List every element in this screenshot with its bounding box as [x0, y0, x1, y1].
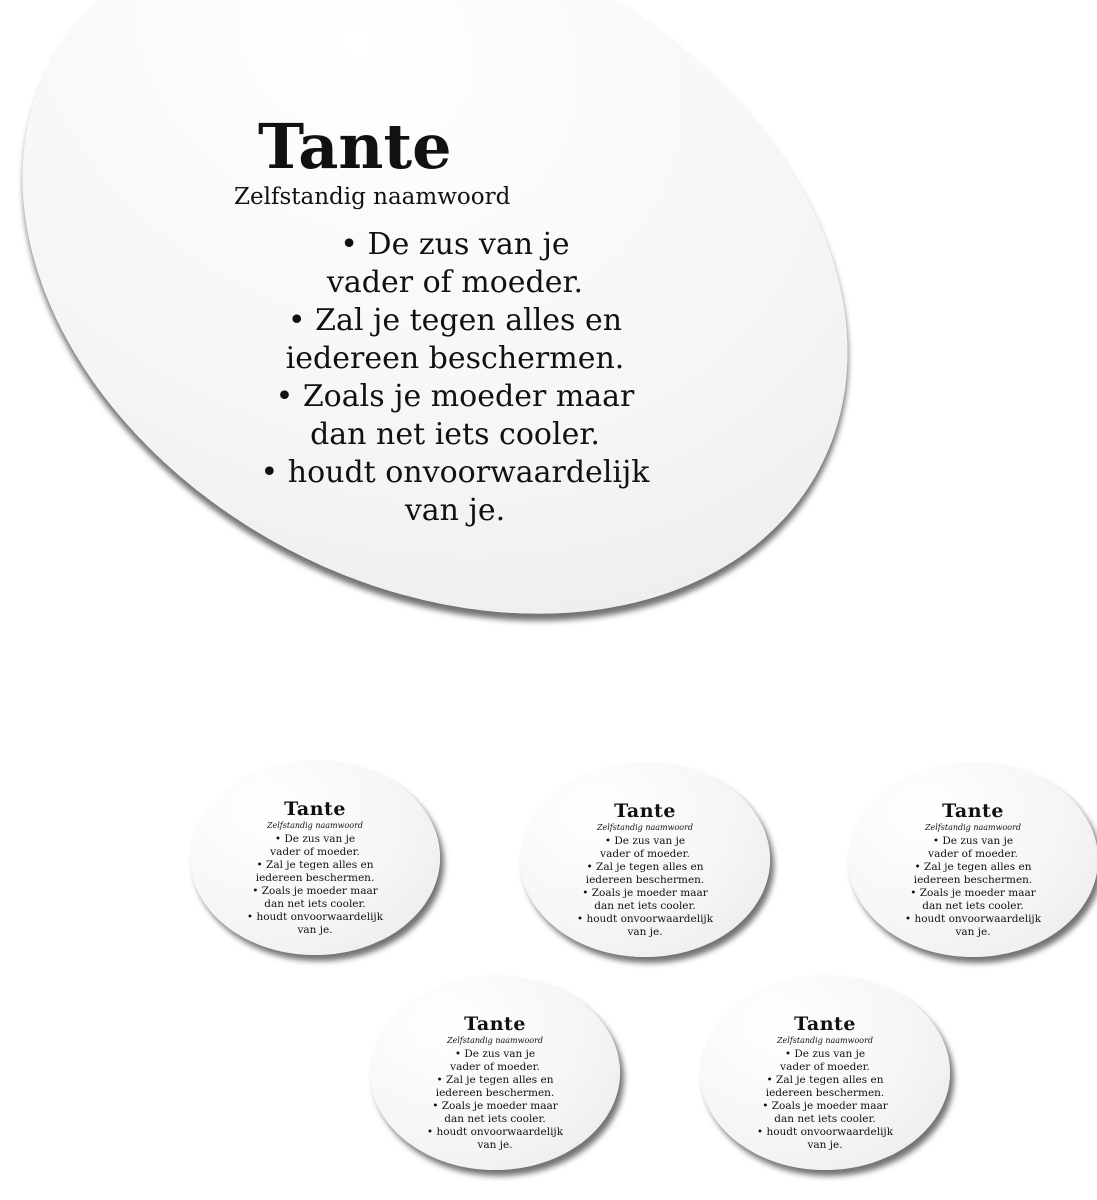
definition-line: van je. [807, 1139, 843, 1151]
definition-line: • De zus van je [784, 1048, 866, 1060]
definition-line: • houdt onvoorwaardelijk [756, 1126, 894, 1138]
definition-line: dan net iets cooler. [444, 1113, 546, 1125]
coaster-title: Tante [794, 1013, 856, 1035]
coaster-subtitle: Zelfstandig naamwoord [776, 1036, 874, 1045]
coaster-subtitle: Zelfstandig naamwoord [446, 1036, 544, 1045]
definition-line: • Zoals je moeder maar [252, 885, 378, 897]
coaster-title: Tante [258, 110, 452, 183]
definition-line: vader of moeder. [928, 848, 1018, 860]
definition-line: • houdt onvoorwaardelijk [904, 913, 1042, 925]
definition-line: • De zus van je [932, 835, 1014, 847]
definition-line: vader of moeder. [450, 1061, 540, 1073]
definition-line: • houdt onvoorwaardelijk [426, 1126, 564, 1138]
coaster-subtitle: Zelfstandig naamwoord [234, 184, 511, 210]
definition-line: dan net iets cooler. [922, 900, 1024, 912]
definition-line: • Zoals je moeder maar [275, 379, 635, 414]
definition-line: iedereen beschermen. [435, 1087, 555, 1099]
definition-line: dan net iets cooler. [264, 898, 366, 910]
definition-line: van je. [627, 926, 663, 938]
definition-line: • Zoals je moeder maar [910, 887, 1036, 899]
small-coaster-3 [848, 762, 1097, 957]
definition-line: • De zus van je [604, 835, 686, 847]
definition-line: • Zoals je moeder maar [582, 887, 708, 899]
coaster-title: Tante [284, 798, 346, 820]
definition-line: dan net iets cooler. [310, 417, 600, 452]
small-coaster-2 [520, 762, 770, 957]
large-coaster-text [220, 112, 780, 530]
definition-line: dan net iets cooler. [774, 1113, 876, 1125]
definition-line: iedereen beschermen. [255, 872, 375, 884]
definition-line: • De zus van je [340, 227, 570, 262]
definition-line: • Zal je tegen alles en [914, 861, 1032, 873]
definition-line: dan net iets cooler. [594, 900, 696, 912]
definition-line: • Zal je tegen alles en [586, 861, 704, 873]
small-coaster-1 [190, 760, 440, 955]
definition-line: vader of moeder. [270, 846, 360, 858]
definition-line: • houdt onvoorwaardelijk [576, 913, 714, 925]
definition-line: iedereen beschermen. [913, 874, 1033, 886]
definition-line: • Zal je tegen alles en [436, 1074, 554, 1086]
definition-line: • Zal je tegen alles en [766, 1074, 884, 1086]
definition-line: • Zoals je moeder maar [432, 1100, 558, 1112]
small-coaster-4 [370, 975, 620, 1170]
definition-line: vader of moeder. [780, 1061, 870, 1073]
small-coaster-5 [700, 975, 950, 1170]
coaster-subtitle: Zelfstandig naamwoord [924, 823, 1022, 832]
definition-line: iedereen beschermen. [765, 1087, 885, 1099]
coaster-title: Tante [464, 1013, 526, 1035]
definition-line: van je. [297, 924, 333, 936]
definition-line: vader of moeder. [326, 265, 584, 300]
coaster-title: Tante [942, 800, 1004, 822]
definition-line: • Zal je tegen alles en [287, 303, 623, 338]
definition-line: van je. [477, 1139, 513, 1151]
definition-line: vader of moeder. [600, 848, 690, 860]
coaster-title: Tante [614, 800, 676, 822]
definition-line: van je. [404, 493, 506, 528]
definition-line: iedereen beschermen. [285, 341, 625, 376]
coaster-subtitle: Zelfstandig naamwoord [596, 823, 694, 832]
definition-line: • Zoals je moeder maar [762, 1100, 888, 1112]
definition-line: van je. [955, 926, 991, 938]
definition-line: • De zus van je [274, 833, 356, 845]
definition-line: • Zal je tegen alles en [256, 859, 374, 871]
coaster-subtitle: Zelfstandig naamwoord [266, 821, 364, 830]
definition-line: • houdt onvoorwaardelijk [246, 911, 384, 923]
definition-line: • houdt onvoorwaardelijk [260, 455, 650, 490]
definition-line: iedereen beschermen. [585, 874, 705, 886]
definition-line: • De zus van je [454, 1048, 536, 1060]
